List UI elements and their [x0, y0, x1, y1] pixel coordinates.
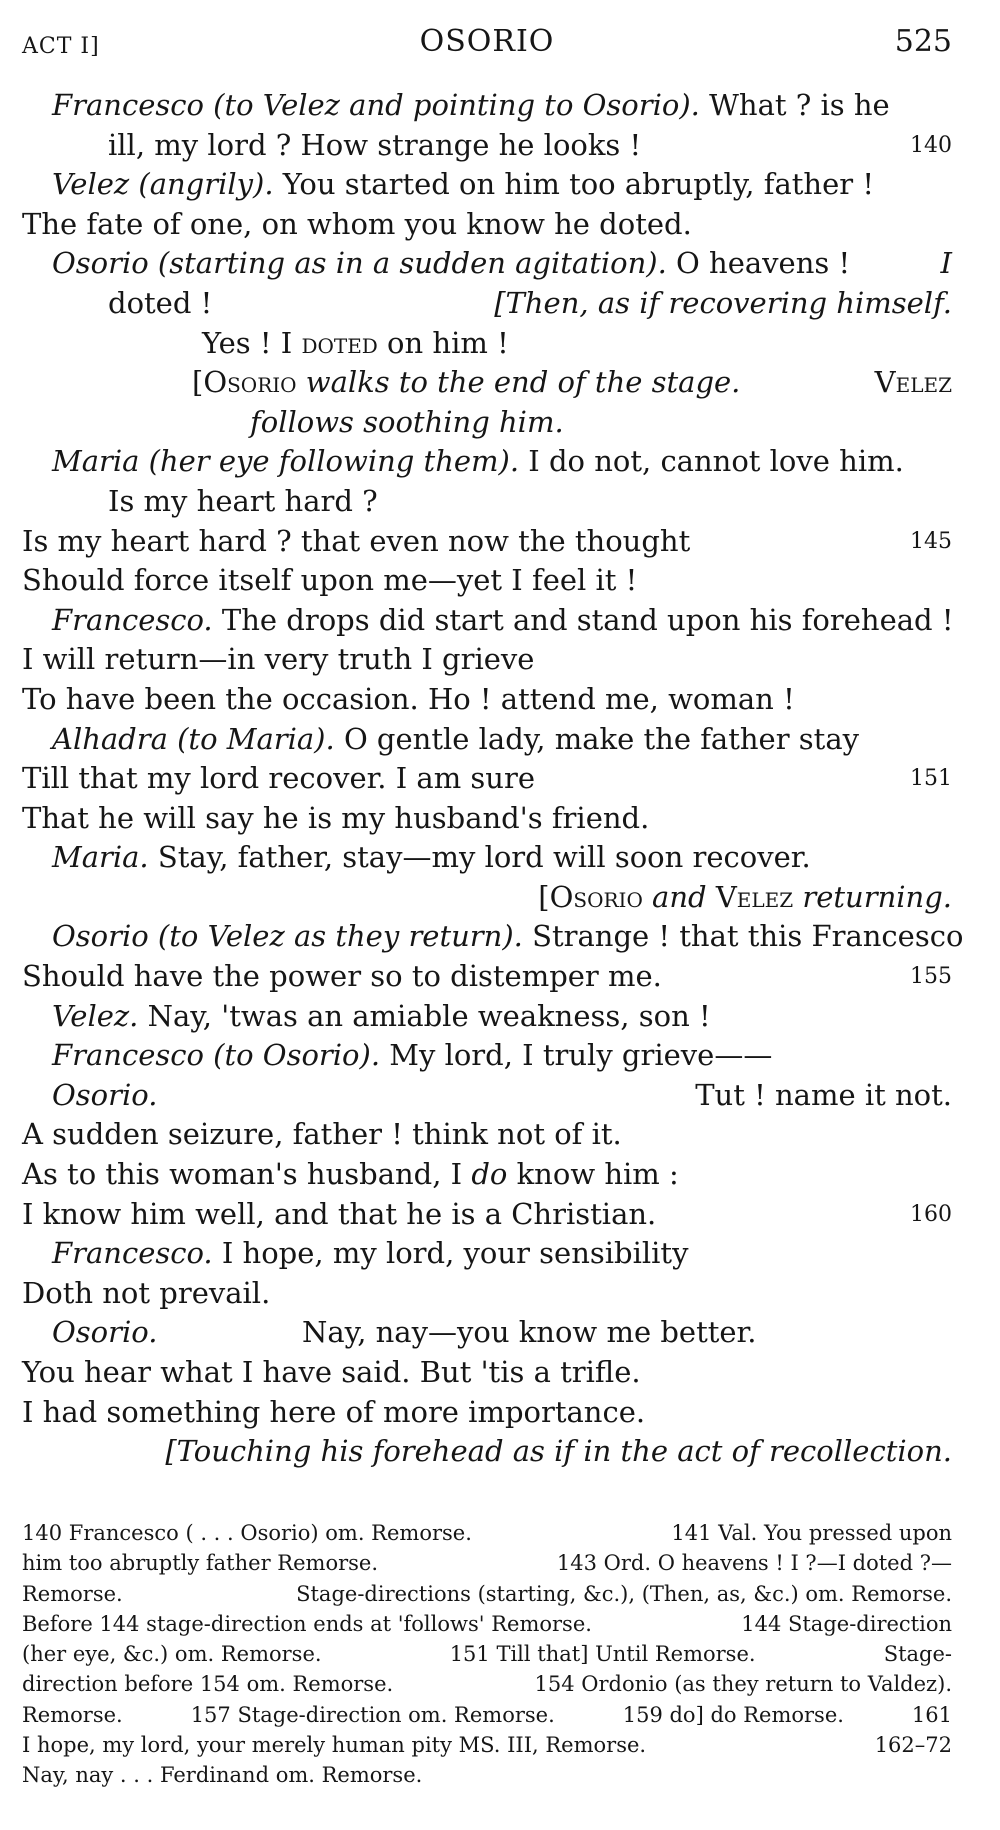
verse-line — [22, 838, 952, 878]
verse-line — [22, 1115, 952, 1155]
verse-line — [22, 720, 952, 760]
speaker: Osorio. — [52, 1077, 158, 1112]
direction-group — [538, 878, 952, 918]
line-text: Nay, 'twas an amiable weakness, son ! — [147, 998, 711, 1033]
verse-line — [22, 165, 952, 205]
line-text: Yes ! I — [202, 325, 302, 360]
direction-text: walks to the end of the stage. — [296, 365, 741, 400]
line-text: know him : — [507, 1157, 679, 1192]
page-number: 525 — [894, 24, 952, 59]
verse-line — [22, 205, 952, 245]
line-text: O gentle lady, make the father stay — [343, 721, 859, 756]
line-text: The fate of one, on whom you know he doted. — [22, 206, 692, 241]
speaker: Velez. — [52, 998, 139, 1033]
character-name: Osorio — [549, 879, 643, 914]
line-number: 145 — [910, 528, 952, 554]
line-number: 140 — [910, 132, 952, 158]
line-text: A sudden seizure, father ! think not of it. — [22, 1117, 622, 1152]
note-line — [22, 1700, 952, 1730]
note-line — [22, 1548, 952, 1578]
act-label: ACT I] — [22, 34, 100, 59]
verse-line — [22, 482, 952, 522]
line-text: Should force itself upon me—yet I feel it ! — [22, 563, 638, 598]
speaker: Maria (her eye following them). — [52, 444, 520, 479]
direction-text: follows soothing him. — [250, 404, 564, 439]
speaker: Osorio (starting as in a sudden agitation). — [52, 246, 667, 281]
note-text: 151 Till that] Until Remorse. — [449, 1642, 756, 1667]
verse-line — [22, 1353, 952, 1393]
verse-line — [22, 1155, 952, 1195]
stage-direction: [Then, as if recovering himself. — [494, 285, 952, 320]
verse-line — [22, 522, 952, 562]
line-text: The drops did start and stand upon his forehead ! — [221, 602, 954, 637]
direction-text: returning. — [793, 879, 952, 914]
speaker: Velez (angrily). — [52, 167, 274, 202]
note-text: Stage- — [883, 1642, 952, 1667]
stage-direction — [22, 1432, 952, 1472]
line-text: Tut ! name it not. — [695, 1077, 952, 1112]
verse-line — [22, 957, 952, 997]
speaker: Osorio (to Velez as they return). — [52, 919, 523, 954]
note-text: 159 do] do Remorse. — [622, 1702, 844, 1727]
line-text: I do not, cannot love him. — [528, 444, 904, 479]
verse-line — [22, 1313, 952, 1353]
line-text: Is my heart hard ? — [108, 483, 378, 518]
verse-line — [22, 1274, 952, 1314]
verse-line — [22, 1195, 952, 1235]
line-text: Doth not prevail. — [22, 1275, 271, 1310]
line-number: 151 — [910, 766, 952, 792]
verse-line — [22, 126, 952, 166]
speaker: Francesco. — [52, 1236, 213, 1271]
stage-direction — [22, 403, 952, 443]
verse-line — [22, 601, 952, 641]
speaker: Osorio. — [52, 1315, 158, 1350]
line-text: My lord, I truly grieve—— — [389, 1038, 773, 1073]
note-text: Remorse. — [22, 1702, 123, 1727]
note-line — [22, 1730, 952, 1760]
note-text: Stage-directions (starting, &c.), (Then, as, &c.) om. Remorse. — [296, 1581, 952, 1606]
textual-notes — [22, 1518, 952, 1791]
verse-line — [22, 324, 952, 364]
line-text: As to this woman's husband, I — [22, 1157, 472, 1192]
note-text: 140 Francesco ( . . . Osorio) om. Remorse. — [22, 1521, 472, 1545]
note-line — [22, 1609, 952, 1639]
line-text: ill, my lord ? How strange he looks ! — [108, 127, 642, 162]
verse-line — [22, 561, 952, 601]
stage-direction — [22, 363, 952, 403]
verse-line — [22, 997, 952, 1037]
line-text: I — [940, 246, 952, 281]
speaker: Francesco (to Velez and pointing to Osorio). — [52, 88, 700, 122]
stage-direction — [22, 878, 952, 918]
speaker: Francesco (to Osorio). — [52, 1038, 381, 1073]
line-text: Strange ! that this Francesco — [532, 919, 964, 954]
line-text: What ? is he — [709, 88, 890, 122]
line-text: To have been the occasion. Ho ! attend me, woman ! — [22, 681, 795, 716]
note-text: 157 Stage-direction om. Remorse. — [190, 1702, 555, 1727]
line-text: Stay, father, stay—my lord will soon recover. — [157, 840, 811, 875]
verse-line — [22, 680, 952, 720]
bracket: [ — [192, 365, 204, 400]
note-text: 144 Stage-direction — [741, 1611, 952, 1636]
direction-text: [Touching his forehead as if in the act of recollection. — [165, 1434, 952, 1469]
line-text: O heavens ! — [676, 246, 851, 281]
note-text: Nay, nay . . . Ferdinand om. Remorse. — [22, 1763, 423, 1788]
note-line — [22, 1639, 952, 1669]
note-text: I hope, my lord, your merely human pity MS. III, Remorse. — [22, 1733, 647, 1758]
verse-line — [22, 442, 952, 482]
note-text: 143 Ord. O heavens ! I ?—I doted ?— — [556, 1551, 952, 1576]
page-title: OSORIO — [419, 24, 555, 59]
note-text: 161 — [911, 1702, 952, 1727]
verse-line — [22, 1393, 952, 1433]
bracket: [ — [538, 879, 550, 914]
line-number: 155 — [910, 964, 952, 990]
line-text: I hope, my lord, your sensibility — [221, 1236, 689, 1271]
verse-line — [22, 244, 952, 284]
line-text: I will return—in very truth I grieve — [22, 642, 535, 677]
speaker: Maria. — [52, 840, 149, 875]
line-text: I know him well, and that he is a Christian. — [22, 1196, 657, 1231]
note-text: direction before 154 om. Remorse. — [22, 1672, 394, 1697]
line-text: doted ! — [108, 285, 213, 320]
line-text: Should have the power so to distemper me. — [22, 959, 662, 994]
note-line — [22, 1518, 952, 1548]
line-text: Till that my lord recover. I am sure — [22, 761, 536, 796]
line-text: You started on him too abruptly, father ! — [282, 167, 874, 202]
verse-line — [22, 917, 964, 957]
speaker: Francesco. — [52, 602, 213, 637]
verse-line — [22, 284, 952, 324]
verse-line — [22, 1234, 952, 1274]
verse-line — [22, 1036, 952, 1076]
direction-text: and — [642, 879, 716, 914]
line-text: do — [471, 1157, 508, 1192]
note-text: him too abruptly father Remorse. — [22, 1551, 379, 1576]
character-name: Velez — [874, 365, 952, 400]
note-line — [22, 1760, 952, 1790]
line-text: doted — [301, 325, 378, 360]
character-name: Velez — [715, 879, 794, 914]
line-text: Is my heart hard ? that even now the thought — [22, 523, 691, 558]
verse-line — [22, 1076, 952, 1116]
note-text: 154 Ordonio (as they return to Valdez). — [534, 1672, 952, 1697]
verse-line — [22, 640, 952, 680]
note-line — [22, 1579, 952, 1609]
note-text: 141 Val. You pressed upon — [671, 1521, 952, 1545]
line-text: Nay, nay—you know me better. — [302, 1315, 757, 1350]
verse-line — [22, 799, 952, 839]
note-text: (her eye, &c.) om. Remorse. — [22, 1642, 322, 1667]
verse-line — [22, 759, 952, 799]
line-text: That he will say he is my husband's friend. — [22, 800, 650, 835]
character-name: Osorio — [203, 365, 297, 400]
running-header — [22, 24, 952, 68]
play-text — [22, 86, 964, 1472]
note-text: Remorse. — [22, 1581, 123, 1606]
note-text: 162–72 — [874, 1733, 952, 1758]
note-text: Before 144 stage-direction ends at 'follows' Remorse. — [22, 1611, 592, 1636]
line-text: I had something here of more importance. — [22, 1394, 646, 1429]
line-text: on him ! — [377, 325, 509, 360]
line-text: You hear what I have said. But 'tis a trifle. — [22, 1355, 641, 1389]
note-line — [22, 1669, 952, 1699]
speaker: Alhadra (to Maria). — [52, 721, 335, 756]
verse-line — [22, 86, 952, 126]
line-number: 160 — [910, 1201, 952, 1227]
